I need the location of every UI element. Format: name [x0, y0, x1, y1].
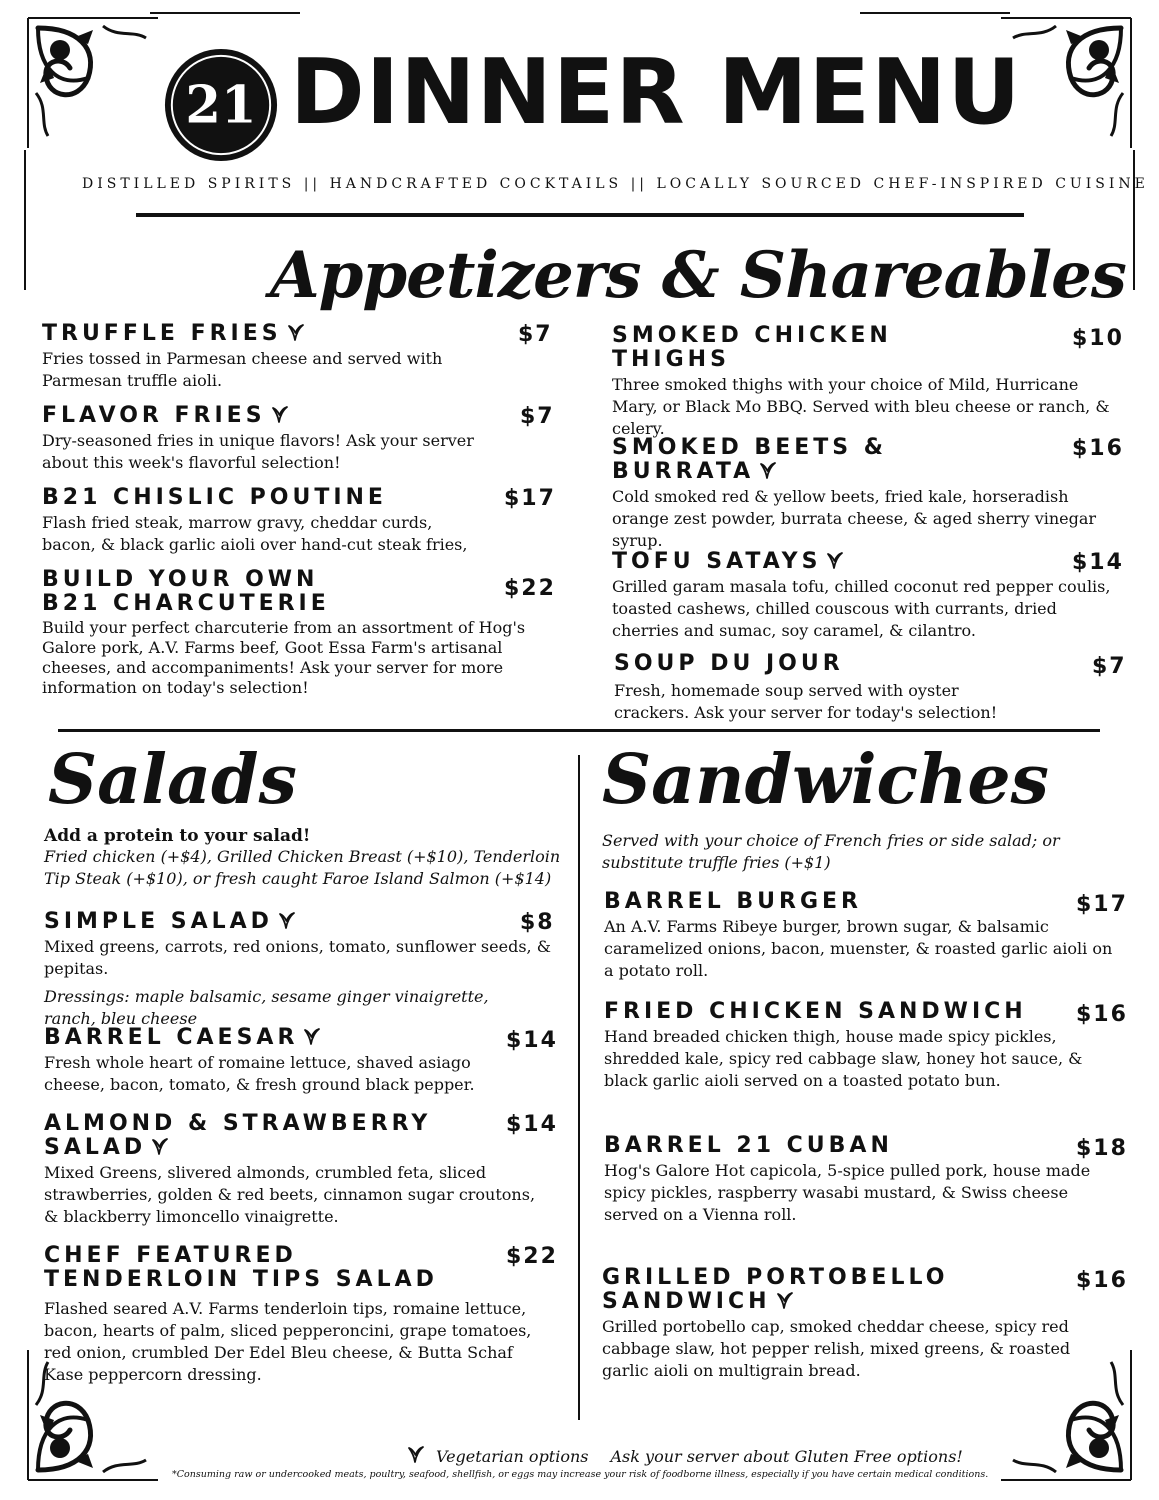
menu-item-barrel-caesar: BARREL CAESAR $14 Fresh whole heart of romaine lettuce, shaved asiago cheese, bacon, tomato, & fresh ground black pepper. [44, 1025, 558, 1094]
vegetarian-icon [775, 1290, 795, 1310]
item-description: Fresh, homemade soup served with oyster crackers. Ask your server for today's selection! [614, 681, 998, 722]
frame-line-top-right [860, 12, 1010, 14]
price: $14 [506, 1028, 558, 1053]
section-heading-sandwiches: Sandwiches [602, 740, 1049, 820]
item-description: Hog's Galore Hot capicola, 5-spice pulled pork, house made spicy pickles, raspberry wasabi mustard, & Swiss cheese served on a Vienna roll. [604, 1161, 1091, 1224]
frame-line-left [24, 150, 26, 290]
price: $16 [1076, 1268, 1128, 1293]
section-heading-salads: Salads [48, 740, 297, 820]
item-description: Hand breaded chicken thigh, house made spicy pickles, shredded kale, spicy red cabbage slaw, honey hot sauce, & black garlic aioli served on a toasted potato bun. [604, 1027, 1083, 1090]
price: $7 [518, 322, 553, 347]
menu-item-tofu-satays: TOFU SATAYS $14 Grilled garam masala tofu, chilled coconut red pepper coulis, toasted cashews, chilled couscous with currants, dried cherries and sumac, soy caramel, & cilantro. [612, 549, 1124, 640]
item-description: Dry-seasoned fries in unique flavors! Ask your server about this week's flavorful selection! [42, 431, 474, 472]
item-description: Three smoked thighs with your choice of Mild, Hurricane Mary, or Black Mo BBQ. Served with bleu cheese or ranch, & celery. [612, 375, 1110, 438]
item-description: Build your perfect charcuterie from an assortment of Hog's Galore pork, A.V. Farms beef, Goot Essa Farm's artisanal cheeses, and accompaniments! Ask your server for more information on today's selection! [42, 618, 526, 697]
price: $8 [520, 910, 555, 935]
tagline: DISTILLED SPIRITS || HANDCRAFTED COCKTAILS || LOCALLY SOURCED CHEF-INSPIRED CUISINE [82, 176, 1149, 192]
item-description: Grilled garam masala tofu, chilled coconut red pepper coulis, toasted cashews, chilled couscous with currants, dried cherries and sumac, soy caramel, & cilantro. [612, 577, 1111, 640]
page-title: DINNER MENU [290, 40, 1022, 145]
item-description: Cold smoked red & yellow beets, fried kale, horseradish orange zest powder, burrata cheese, & aged sherry vinegar syrup. [612, 487, 1097, 550]
price: $16 [1076, 1002, 1128, 1027]
menu-item-almond-strawberry-salad: ALMOND & STRAWBERRY SALAD $14 Mixed Greens, slivered almonds, crumbled feta, sliced strawberries, golden & red beets, cinnamon sugar croutons, & blackberry limoncello vinaigrette. [44, 1111, 558, 1226]
price: $7 [520, 404, 555, 429]
dressings-note: Dressings: maple balsamic, sesame ginger vinaigrette, ranch, bleu cheese [44, 987, 489, 1028]
footer-legend [402, 1444, 963, 1466]
item-description: An A.V. Farms Ribeye burger, brown sugar, & balsamic caramelized onions, bacon, muenster, & roasted garlic aioli on a potato roll. [604, 917, 1113, 980]
gluten-free-note: Ask your server about Gluten Free options! [610, 1447, 963, 1466]
item-description: Mixed greens, carrots, red onions, tomato, sunflower seeds, & pepitas. [44, 937, 551, 978]
menu-item-fried-chicken-sandwich: FRIED CHICKEN SANDWICH $16 Hand breaded chicken thigh, house made spicy pickles, shredded kale, spicy red cabbage slaw, honey hot sauce, & black garlic aioli served on a toasted potato bun. [604, 999, 1128, 1090]
section-heading-appetizers: Appetizers & Shareables [270, 238, 1126, 313]
menu-item-simple-salad: SIMPLE SALAD $8 Mixed greens, carrots, red onions, tomato, sunflower seeds, & pepitas. Dressings: maple balsamic, sesame ginger vinaigrette, ranch, bleu cheese [44, 909, 555, 1028]
item-description: Fresh whole heart of romaine lettuce, shaved asiago cheese, bacon, tomato, & fresh ground black pepper. [44, 1053, 475, 1094]
price: $17 [504, 486, 556, 511]
vegetarian-icon [758, 460, 778, 480]
item-description: Flash fried steak, marrow gravy, cheddar curds, bacon, & black garlic aioli over hand-cut steak fries, [42, 513, 468, 554]
frame-line-right [1133, 150, 1135, 290]
column-divider [578, 755, 580, 1420]
menu-item-flavor-fries: FLAVOR FRIES $7 Dry-seasoned fries in unique flavors! Ask your server about this week's flavorful selection! [42, 403, 555, 472]
menu-item-smoked-beets-burrata: SMOKED BEETS & BURRATA $16 Cold smoked red & yellow beets, fried kale, horseradish orange zest powder, burrata cheese, & aged sherry vinegar syrup. [612, 435, 1124, 550]
vegetarian-icon [302, 1026, 322, 1046]
vegetarian-icon [286, 322, 306, 342]
menu-item-truffle-fries: TRUFFLE FRIES $7 Fries tossed in Parmesan cheese and served with Parmesan truffle aioli. [42, 321, 553, 390]
price: $10 [1072, 326, 1124, 351]
section-divider [58, 729, 1100, 732]
price: $14 [1072, 550, 1124, 575]
menu-item-barrel-burger: BARREL BURGER $17 An A.V. Farms Ribeye burger, brown sugar, & balsamic caramelized onions, bacon, muenster, & roasted garlic aioli on a potato roll. [604, 889, 1128, 980]
salad-protein-note: Add a protein to your salad! Fried chicken (+$4), Grilled Chicken Breast (+$10), Tenderloin Tip Steak (+$10), or fresh caught Faroe Island Salmon (+$14) [44, 826, 561, 888]
price: $7 [1092, 654, 1127, 679]
frame-line-top-left [150, 12, 300, 14]
sandwich-sides-note: Served with your choice of French fries or side salad; or substitute truffle fries (+$1) [602, 831, 1060, 872]
price: $22 [506, 1244, 558, 1269]
header-divider [136, 213, 1024, 217]
price: $22 [504, 576, 556, 601]
item-description: Fries tossed in Parmesan cheese and served with Parmesan truffle aioli. [42, 349, 443, 390]
corner-ornament-top-left [18, 8, 168, 158]
menu-item-smoked-chicken-thighs: SMOKED CHICKEN THIGHS $10 Three smoked thighs with your choice of Mild, Hurricane Mary, or Black Mo BBQ. Served with bleu cheese or ranch, & celery. [612, 323, 1124, 438]
svg-text:21: 21 [185, 75, 257, 136]
item-description: Grilled portobello cap, smoked cheddar cheese, spicy red cabbage slaw, hot pepper relish, mixed greens, & roasted garlic aioli on multigrain bread. [602, 1317, 1071, 1380]
menu-item-barrel-21-cuban: BARREL 21 CUBAN $18 Hog's Galore Hot capicola, 5-spice pulled pork, house made spicy pickles, raspberry wasabi mustard, & Swiss cheese served on a Vienna roll. [604, 1133, 1128, 1224]
menu-item-charcuterie: BUILD YOUR OWN B21 CHARCUTERIE $22 Build your perfect charcuterie from an assortment of Hog's Galore pork, A.V. Farms beef, Goot Essa Farm's artisanal cheeses, and accompaniments! Ask your server for more information on today's selection! [42, 567, 556, 697]
menu-item-tenderloin-tips-salad: CHEF FEATURED TENDERLOIN TIPS SALAD $22 Flashed seared A.V. Farms tenderloin tips, romaine lettuce, bacon, hearts of palm, sliced pepperoncini, grape tomatoes, red onion, crumbled Der Edel Bleu cheese, & Butta Schaf Kase peppercorn dressing. [44, 1243, 558, 1384]
vegetarian-icon [150, 1136, 170, 1156]
vegetarian-icon [270, 404, 290, 424]
price: $16 [1072, 436, 1124, 461]
footer-disclaimer: *Consuming raw or undercooked meats, poultry, seafood, shellfish, or eggs may increase your risk of foodborne illness, especially if you have certain medical conditions. [172, 1469, 989, 1480]
menu-item-grilled-portobello-sandwich: GRILLED PORTOBELLO SANDWICH $16 Grilled portobello cap, smoked cheddar cheese, spicy red cabbage slaw, hot pepper relish, mixed greens, & roasted garlic aioli on multigrain bread. [602, 1265, 1128, 1380]
price: $18 [1076, 1136, 1128, 1161]
price: $14 [506, 1112, 558, 1137]
vegetarian-icon [406, 1444, 426, 1464]
menu-item-chislic-poutine: B21 CHISLIC POUTINE $17 Flash fried steak, marrow gravy, cheddar curds, bacon, & black garlic aioli over hand-cut steak fries, [42, 485, 556, 554]
vegetarian-icon [277, 910, 297, 930]
menu-item-soup-du-jour: SOUP DU JOUR $7 Fresh, homemade soup served with oyster crackers. Ask your server for today's selection! [614, 651, 1127, 722]
brand-logo [162, 46, 280, 164]
item-description: Mixed Greens, slivered almonds, crumbled feta, sliced strawberries, golden & red beets, cinnamon sugar croutons, & blackberry limoncello vinaigrette. [44, 1163, 536, 1226]
item-description: Flashed seared A.V. Farms tenderloin tips, romaine lettuce, bacon, hearts of palm, sliced pepperoncini, grape tomatoes, red onion, crumbled Der Edel Bleu cheese, & Butta Schaf Kase peppercorn dressing. [44, 1299, 532, 1384]
vegetarian-icon [825, 550, 845, 570]
vegetarian-label: Vegetarian options [436, 1447, 589, 1466]
price: $17 [1076, 892, 1128, 917]
